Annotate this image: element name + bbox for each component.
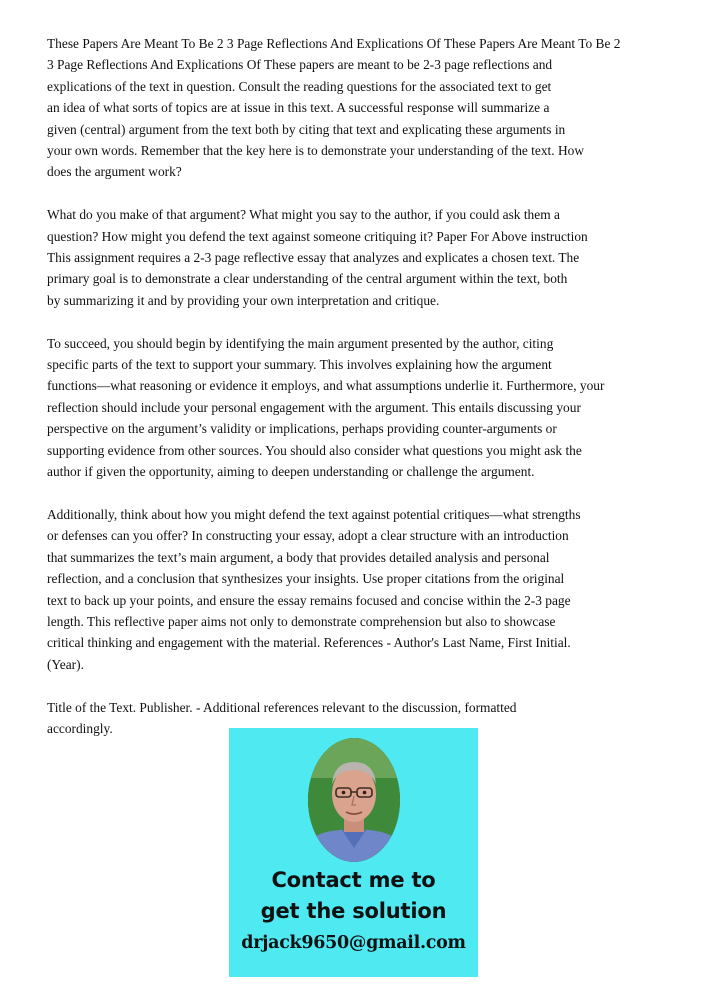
text-line: What do you make of that argument? What might you say to the author, if you could ask them a	[47, 207, 560, 223]
text-line: perspective on the argument’s validity or implications, perhaps providing counter-arguments or	[47, 421, 557, 437]
text-line: text to back up your points, and ensure the essay remains focused and concise within the 2-3 page	[47, 592, 571, 608]
text-line: given (central) argument from the text both by citing that text and explicating these arguments in	[47, 121, 566, 137]
text-line: Title of the Text. Publisher. - Additional references relevant to the discussion, formatted	[47, 699, 517, 715]
text-line: length. This reflective paper aims not only to demonstrate comprehension but also to showcase	[47, 613, 556, 629]
contact-email: drjack9650@gmail.com	[241, 933, 466, 953]
text-line: an idea of what sorts of topics are at issue in this text. A successful response will summarize a	[47, 100, 550, 116]
text-line: These Papers Are Meant To Be 2 3 Page Reflections And Explications Of These Papers Are Meant To Be 2	[47, 36, 621, 51]
paragraph-4	[47, 504, 677, 675]
paragraph-1	[47, 33, 677, 183]
text-line: reflection should include your personal engagement with the argument. This entails discussing your	[47, 399, 581, 415]
document-body	[47, 33, 677, 739]
promo-heading-line-1: Contact me to	[271, 868, 436, 892]
text-line: (Year).	[47, 656, 84, 672]
text-line: that summarizes the text’s main argument, a body that provides detailed analysis and personal	[47, 549, 550, 565]
text-line: 3 Page Reflections And Explications Of These papers are meant to be 2-3 page reflections and	[47, 57, 553, 73]
text-line: author if given the opportunity, aiming to deepen understanding or challenge the argument.	[47, 464, 535, 480]
man-portrait-icon	[308, 738, 400, 862]
text-line: To succeed, you should begin by identifying the main argument presented by the author, citing	[47, 335, 554, 351]
text-line: your own words. Remember that the key here is to demonstrate your understanding of the text. How	[47, 143, 584, 159]
text-line: question? How might you defend the text against someone critiquing it? Paper For Above instruction	[47, 228, 588, 244]
text-line: does the argument work?	[47, 164, 182, 180]
text-line: supporting evidence from other sources. You should also consider what questions you might ask the	[47, 442, 582, 458]
text-line: primary goal is to demonstrate a clear understanding of the central argument within the text, both	[47, 271, 568, 287]
contact-promo-banner	[229, 728, 478, 977]
paragraph-3	[47, 333, 677, 483]
text-line: critical thinking and engagement with the material. References - Author's Last Name, First Initial.	[47, 635, 571, 651]
paragraph-2	[47, 204, 677, 311]
text-line: explications of the text in question. Consult the reading questions for the associated text to get	[47, 78, 552, 94]
text-line: functions—what reasoning or evidence it employs, and what assumptions underlie it. Furthermore, your	[47, 378, 605, 394]
text-line: by summarizing it and by providing your own interpretation and critique.	[47, 292, 440, 308]
text-line: reflection, and a conclusion that synthesizes your insights. Use proper citations from the original	[47, 571, 565, 587]
text-line: Additionally, think about how you might defend the text against potential critiques—what strengths	[47, 506, 581, 522]
text-line: This assignment requires a 2-3 page reflective essay that analyzes and explicates a chosen text. The	[47, 250, 580, 266]
text-line: accordingly.	[47, 720, 113, 736]
promo-heading-line-2: get the solution	[260, 899, 447, 923]
text-line: or defenses can you offer? In constructing your essay, adopt a clear structure with an introduction	[47, 528, 569, 544]
text-line: specific parts of the text to support your summary. This involves explaining how the argument	[47, 357, 552, 373]
